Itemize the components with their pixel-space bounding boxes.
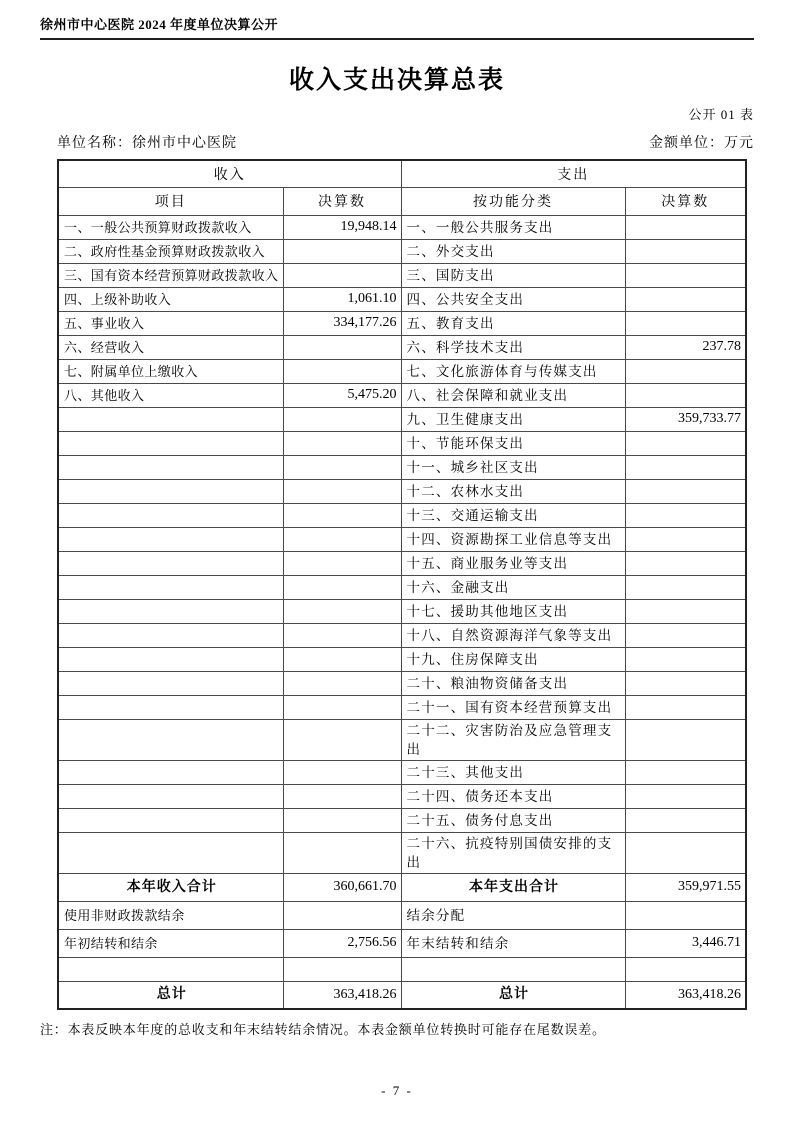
income-item-cell [58,695,283,719]
column-header-row [58,187,746,215]
table-row [58,575,746,599]
income-amount-cell [283,719,401,760]
expense-amount-cell [625,551,746,575]
table-row [58,901,746,929]
table-row [58,671,746,695]
expense-item-cell: 十二、农林水支出 [401,479,625,503]
expense-item-cell: 二十、粮油物资储备支出 [401,671,625,695]
amount-unit-label: 金额单位：万元 [649,136,754,151]
doc-header-title: 徐州市中心医院 2024 年度单位决算公开 [40,17,279,32]
expense-amount-cell [625,647,746,671]
income-item-cell [58,808,283,832]
income-amount-cell [283,695,401,719]
expense-amount-cell [625,479,746,503]
income-item-cell: 年初结转和结余 [58,929,283,957]
expense-amount-cell [625,957,746,981]
income-amount-cell: 5,475.20 [283,383,401,407]
table-row [58,623,746,647]
income-amount-cell [283,647,401,671]
income-item-cell [58,671,283,695]
income-item-cell [58,623,283,647]
table-row [58,957,746,981]
table-row [58,551,746,575]
expense-item-cell: 年末结转和结余 [401,929,625,957]
expense-amount-cell [625,623,746,647]
income-item-cell [58,784,283,808]
income-item-cell: 三、国有资本经营预算财政拨款收入 [58,263,283,287]
income-item-cell: 五、事业收入 [58,311,283,335]
group-header-row [58,160,746,187]
income-item-cell [58,760,283,784]
income-amount-cell: 1,061.10 [283,287,401,311]
table-row [58,719,746,760]
expense-amount-cell [625,287,746,311]
expense-amount-cell [625,239,746,263]
table-row [58,599,746,623]
expense-amount-cell [625,671,746,695]
expense-amount-cell [625,455,746,479]
expense-item-cell: 本年支出合计 [401,873,625,901]
income-amount-cell [283,760,401,784]
income-amount-cell [283,784,401,808]
expense-amount-header: 决算数 [625,187,746,215]
income-item-cell: 本年收入合计 [58,873,283,901]
expense-amount-cell [625,695,746,719]
table-row [58,311,746,335]
income-amount-cell [283,901,401,929]
expense-amount-cell [625,808,746,832]
income-amount-cell: 2,756.56 [283,929,401,957]
income-amount-cell [283,263,401,287]
expense-amount-cell: 359,733.77 [625,407,746,431]
table-row [58,239,746,263]
expense-item-cell: 十七、援助其他地区支出 [401,599,625,623]
expense-amount-cell [625,901,746,929]
expense-item-cell: 二十一、国有资本经营预算支出 [401,695,625,719]
income-item-cell [58,575,283,599]
table-code-label: 公开 01 表 [688,107,754,122]
expense-item-cell: 十八、自然资源海洋气象等支出 [401,623,625,647]
expense-amount-cell: 359,971.55 [625,873,746,901]
expense-amount-cell [625,311,746,335]
income-item-header: 项目 [58,187,283,215]
table-body [58,215,746,1009]
income-amount-cell: 363,418.26 [283,981,401,1009]
expense-amount-cell [625,599,746,623]
table-row [58,479,746,503]
table-row [58,832,746,873]
income-amount-cell [283,335,401,359]
income-item-cell [58,599,283,623]
table-row [58,503,746,527]
expense-amount-cell [625,263,746,287]
page-number: - 7 - [381,1083,413,1098]
meta-row [40,132,754,152]
income-amount-cell: 19,948.14 [283,215,401,239]
expense-amount-cell [625,527,746,551]
income-amount-cell [283,527,401,551]
expense-amount-cell: 3,446.71 [625,929,746,957]
table-row [58,455,746,479]
table-row [58,981,746,1009]
income-item-cell [58,647,283,671]
income-amount-cell [283,479,401,503]
income-item-cell [58,431,283,455]
table-row [58,263,746,287]
expense-item-cell: 六、科学技术支出 [401,335,625,359]
income-amount-cell [283,599,401,623]
expense-group-header: 支出 [401,160,746,187]
income-item-cell [58,455,283,479]
income-amount-header: 决算数 [283,187,401,215]
expense-item-cell: 七、文化旅游体育与传媒支出 [401,359,625,383]
income-amount-cell [283,503,401,527]
expense-item-cell: 十四、资源勘探工业信息等支出 [401,527,625,551]
income-amount-cell [283,359,401,383]
expense-amount-cell [625,383,746,407]
income-amount-cell [283,623,401,647]
income-item-cell: 二、政府性基金预算财政拨款收入 [58,239,283,263]
final-accounts-table [57,159,747,1010]
page-title: 收入支出决算总表 [288,67,505,94]
income-item-cell: 七、附属单位上缴收入 [58,359,283,383]
income-item-cell: 使用非财政拨款结余 [58,901,283,929]
expense-item-cell: 二十二、灾害防治及应急管理支出 [401,719,625,760]
table-row [58,784,746,808]
table-row [58,808,746,832]
income-item-cell [58,503,283,527]
income-amount-cell: 334,177.26 [283,311,401,335]
expense-item-cell: 十五、商业服务业等支出 [401,551,625,575]
income-item-cell [58,527,283,551]
expense-amount-cell [625,359,746,383]
footnote: 注：本表反映本年度的总收支和年末结转结余情况。本表金额单位转换时可能存在尾数误差。 [40,1022,606,1037]
income-item-cell [58,719,283,760]
income-amount-cell: 360,661.70 [283,873,401,901]
income-item-cell [58,832,283,873]
expense-amount-cell: 237.78 [625,335,746,359]
expense-item-cell: 十六、金融支出 [401,575,625,599]
expense-amount-cell [625,719,746,760]
income-amount-cell [283,808,401,832]
expense-item-cell: 一、一般公共服务支出 [401,215,625,239]
table-row [58,431,746,455]
income-item-cell: 八、其他收入 [58,383,283,407]
income-item-cell [58,407,283,431]
income-amount-cell [283,832,401,873]
expense-item-cell [401,957,625,981]
expense-item-cell: 二十四、债务还本支出 [401,784,625,808]
income-amount-cell [283,551,401,575]
income-amount-cell [283,575,401,599]
unit-name-label: 单位名称：徐州市中心医院 [57,136,237,151]
expense-item-cell: 结余分配 [401,901,625,929]
income-group-header: 收入 [58,160,401,187]
expense-item-cell: 五、教育支出 [401,311,625,335]
expense-item-cell: 二十三、其他支出 [401,760,625,784]
expense-item-cell: 三、国防支出 [401,263,625,287]
table-row [58,873,746,901]
expense-item-cell: 总计 [401,981,625,1009]
income-item-cell: 六、经营收入 [58,335,283,359]
expense-amount-cell: 363,418.26 [625,981,746,1009]
income-item-cell [58,479,283,503]
expense-amount-cell [625,760,746,784]
expense-item-cell: 二十五、债务付息支出 [401,808,625,832]
income-amount-cell [283,671,401,695]
expense-amount-cell [625,503,746,527]
expense-item-cell: 八、社会保障和就业支出 [401,383,625,407]
expense-item-cell: 十三、交通运输支出 [401,503,625,527]
income-amount-cell [283,239,401,263]
table-row [58,695,746,719]
expense-item-cell: 十、节能环保支出 [401,431,625,455]
doc-header [40,14,754,40]
table-row [58,760,746,784]
income-item-cell [58,551,283,575]
expense-item-header: 按功能分类 [401,187,625,215]
table-row [58,929,746,957]
expense-amount-cell [625,784,746,808]
table-row [58,335,746,359]
income-item-cell [58,957,283,981]
expense-item-cell: 十一、城乡社区支出 [401,455,625,479]
income-item-cell: 总计 [58,981,283,1009]
expense-amount-cell [625,431,746,455]
expense-item-cell: 十九、住房保障支出 [401,647,625,671]
expense-item-cell: 九、卫生健康支出 [401,407,625,431]
income-item-cell: 一、一般公共预算财政拨款收入 [58,215,283,239]
income-amount-cell [283,431,401,455]
table-row [58,359,746,383]
table-row [58,407,746,431]
income-amount-cell [283,407,401,431]
expense-amount-cell [625,832,746,873]
expense-item-cell: 二、外交支出 [401,239,625,263]
table-row [58,527,746,551]
income-item-cell: 四、上级补助收入 [58,287,283,311]
table-row [58,215,746,239]
expense-amount-cell [625,575,746,599]
expense-item-cell: 二十六、抗疫特别国债安排的支出 [401,832,625,873]
table-row [58,287,746,311]
expense-amount-cell [625,215,746,239]
income-amount-cell [283,957,401,981]
expense-item-cell: 四、公共安全支出 [401,287,625,311]
income-amount-cell [283,455,401,479]
table-row [58,647,746,671]
table-row [58,383,746,407]
